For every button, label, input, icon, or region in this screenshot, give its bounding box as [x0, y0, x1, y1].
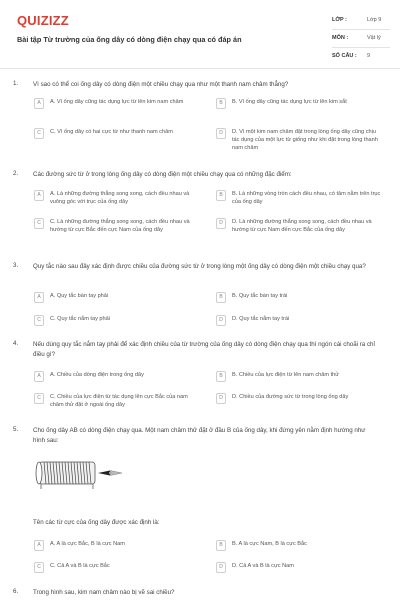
option-c[interactable]: [34, 562, 212, 584]
question-text: Vì sao có thể coi ống dây có dòng điện một chiều chạy qua như một thanh nam châm thẳng?: [33, 81, 289, 88]
option-b[interactable]: [216, 190, 394, 212]
meta-grade: [332, 12, 390, 30]
meta-subject-value: Vật lý: [367, 35, 381, 41]
option-a[interactable]: [34, 190, 212, 212]
solenoid-coil: [36, 462, 95, 489]
question-text: Cho ống dây AB có dòng điện chạy qua. Một nam châm thử đặt ở đầu B của ống dây, khi đứng yên nằm định hướng như hình sau:: [33, 427, 366, 444]
option-text: A. Vì ống dây cũng tác dụng lực từ lên kim nam châm: [50, 99, 184, 105]
option-letter-badge: B: [216, 190, 226, 201]
option-text: A. Quy tắc bàn tay phải: [50, 293, 109, 299]
option-d[interactable]: [216, 393, 394, 415]
option-letter-badge: A: [34, 292, 44, 303]
option-letter-badge: A: [34, 540, 44, 551]
option-a[interactable]: [34, 540, 212, 562]
option-text: B. Vì ống dây cũng tác dụng lực từ lên kim sắt: [232, 99, 347, 105]
option-letter-badge: D: [216, 218, 226, 229]
question-number: 4.: [13, 340, 19, 347]
option-b[interactable]: [216, 540, 394, 562]
option-letter-badge: C: [34, 393, 44, 404]
option-text: A. Là những đường thẳng song song, cách đều nhau và vuông góc với trục của ống dây: [50, 191, 190, 205]
option-a[interactable]: [34, 371, 212, 393]
option-letter-badge: B: [216, 540, 226, 551]
option-text: A. Chiều của dòng điện trong ống dây: [50, 372, 144, 378]
option-c[interactable]: [34, 218, 212, 240]
option-text: C. Cả A và B là cực Bắc: [50, 563, 110, 569]
option-letter-badge: D: [216, 393, 226, 404]
option-text: C. Quy tắc nắm tay phải: [50, 316, 111, 322]
option-text: C. Chiều của lực điện từ tác dụng lên cực Bắc của nam châm thử đặt ở ngoài ống dây: [50, 394, 188, 408]
question-number: 2.: [13, 170, 19, 177]
option-text: B. Quy tắc bàn tay trái: [232, 293, 288, 299]
option-letter-badge: A: [34, 98, 44, 109]
option-text: B. A là cực Nam, B là cực Bắc: [232, 541, 307, 547]
option-text: D. Cả A và B là cực Nam: [232, 563, 294, 569]
meta-grade-label: LỚP :: [332, 17, 347, 23]
option-text: C. Vì ống dây có hai cực từ như thanh nam châm: [50, 129, 173, 135]
meta-count-label: SỐ CÂU :: [332, 53, 357, 59]
option-letter-badge: C: [34, 128, 44, 139]
question-text: Các đường sức từ ở trong lòng ống dây có dòng điện một chiều chạy qua có những đặc điểm:: [33, 171, 292, 178]
option-c[interactable]: [34, 128, 212, 150]
meta-subject-label: MÔN :: [332, 35, 349, 41]
option-letter-badge: C: [34, 218, 44, 229]
question-text: Trong hình sau, kim nam châm nào bị vẽ sai chiều?: [33, 589, 175, 596]
question-subtext: Tên các từ cực của ống dây được xác định là:: [33, 519, 160, 526]
option-letter-badge: B: [216, 98, 226, 109]
option-letter-badge: A: [34, 371, 44, 382]
meta-count-value: 9: [367, 53, 371, 59]
option-text: D. Quy tắc nắm tay trái: [232, 316, 290, 322]
solenoid-figure: [35, 456, 125, 490]
option-d[interactable]: [216, 315, 394, 337]
option-b[interactable]: [216, 371, 394, 393]
option-b[interactable]: [216, 292, 394, 314]
option-letter-badge: B: [216, 371, 226, 382]
test-magnet: [98, 471, 122, 476]
quizizz-logo: QUIZIZZ: [17, 13, 69, 28]
option-d[interactable]: [216, 218, 394, 240]
meta-subject: [332, 30, 390, 48]
option-letter-badge: C: [34, 562, 44, 573]
option-letter-badge: D: [216, 128, 226, 139]
header-divider: [0, 68, 400, 69]
option-text: A. A là cực Bắc, B là cực Nam: [50, 541, 125, 547]
meta-grade-value: Lớp 9: [367, 17, 382, 23]
option-d[interactable]: [216, 128, 394, 150]
option-a[interactable]: [34, 98, 212, 120]
question-number: 1.: [13, 80, 19, 87]
option-letter-badge: D: [216, 562, 226, 573]
option-text: B. Chiều của lực điện từ lên nam châm thử: [232, 372, 339, 378]
question-text: Nếu dùng quy tắc nắm tay phải để xác định chiều của từ trường của ống dây có dòng điện chạy qua thì ngón cái choãi ra chỉ điều gì?: [33, 341, 375, 358]
option-text: D. Là những đường thẳng song song, cách đều nhau và hướng từ cực Nam đến cực Bắc của ống dây: [232, 219, 372, 233]
question-number: 5.: [13, 426, 19, 433]
option-text: C. Là những đường thẳng song song, cách đều nhau và hướng từ cực Bắc đến cực Nam của ống dây: [50, 219, 190, 233]
option-c[interactable]: [34, 393, 212, 415]
option-letter-badge: B: [216, 292, 226, 303]
option-letter-badge: D: [216, 315, 226, 326]
meta-box: [332, 12, 390, 65]
question-number: 6.: [13, 588, 19, 595]
option-d[interactable]: [216, 562, 394, 584]
option-letter-badge: A: [34, 190, 44, 201]
option-text: B. Là những vòng tròn cách đều nhau, có tâm nằm trên trục của ống dây: [232, 191, 381, 205]
option-text: D. Chiều của đường sức từ trong lòng ống dây: [232, 394, 349, 400]
option-letter-badge: C: [34, 315, 44, 326]
option-b[interactable]: [216, 98, 394, 120]
question-number: 3.: [13, 262, 19, 269]
option-a[interactable]: [34, 292, 212, 314]
option-text: D. Vì một kim nam châm đặt trong lòng ống dây cũng chịu tác dụng của một lực từ giống như khi đặt trong lòng thanh nam châm: [232, 129, 378, 151]
meta-count: [332, 48, 390, 65]
option-c[interactable]: [34, 315, 212, 337]
page-title: Bài tập Từ trường của ống dây có dòng điện chạy qua có đáp án: [17, 35, 242, 44]
question-text: Quy tắc nào sau đây xác định được chiều của đường sức từ ở trong lòng một ống dây có dòng điện một chiều chạy qua?: [33, 263, 366, 270]
